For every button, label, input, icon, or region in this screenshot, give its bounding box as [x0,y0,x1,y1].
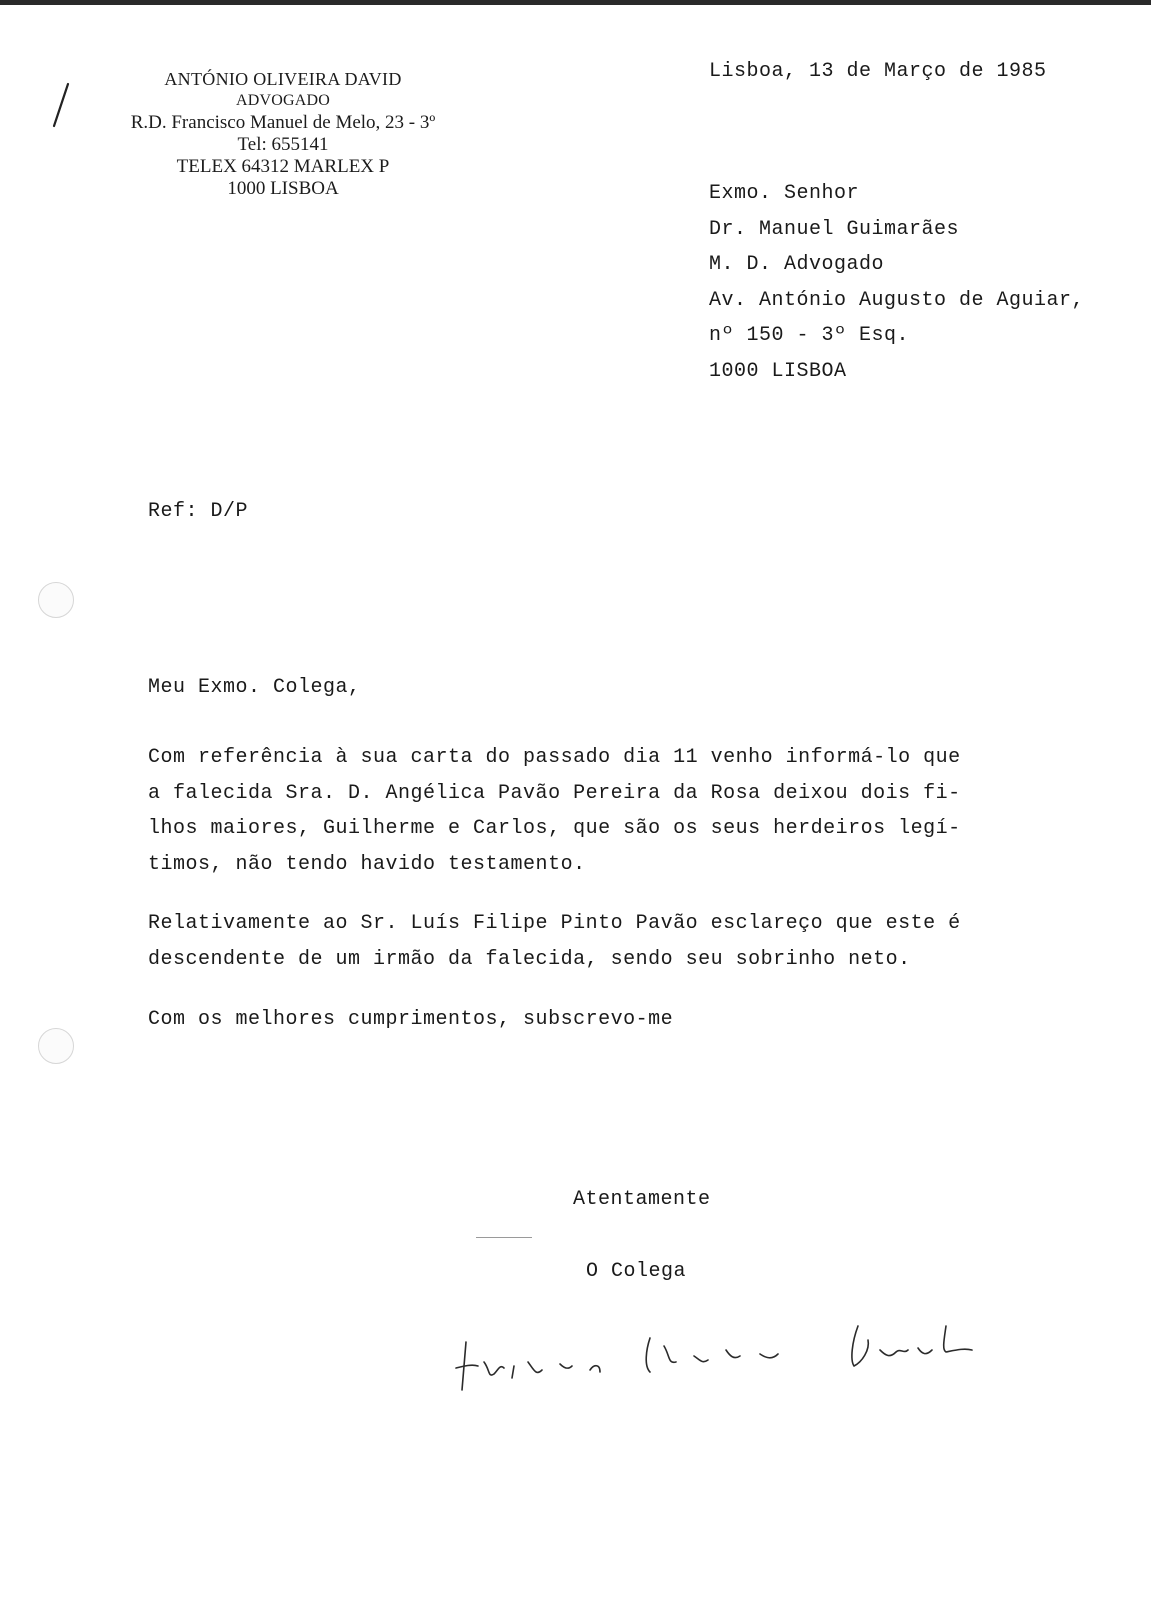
body-line: Com os melhores cumprimentos, subscrevo-me [148,1008,674,1031]
body-paragraph-3 [148,1002,1068,1038]
letterhead [48,68,518,200]
recipient-line: M. D. Advogado [709,253,885,276]
recipient-address [709,176,1084,389]
sender-address: R.D. Francisco Manuel de Melo, 23 - 3º [130,112,436,133]
recipient-line: nº 150 - 3º Esq. [709,324,910,347]
handwritten-signature [450,1320,990,1400]
body-paragraph-1 [148,740,1068,882]
recipient-line: Exmo. Senhor [709,182,860,205]
body-paragraph-2 [148,906,1068,977]
recipient-line: Dr. Manuel Guimarães [709,217,960,241]
reference-line: Ref: D/P [148,500,249,523]
body-line: Relativamente ao Sr. Luís Filipe Pinto Pavão esclareço que este é [148,912,961,935]
body-line: lhos maiores, Guilherme e Carlos, que são os seus herdeiros legí- [148,817,961,840]
recipient-line: 1000 LISBOA [709,359,847,383]
sender-city: 1000 LISBOA [227,178,339,199]
body-line: Com referência à sua carta do passado dia 11 venho informá-lo que [148,746,961,769]
recipient-line: Av. António Augusto de Aguiar, [709,288,1085,312]
sender-telex: TELEX 64312 MARLEX P [176,156,390,177]
sender-phone: Tel: 655141 [237,134,329,155]
sender-title: ADVOGADO [235,92,331,109]
closing: Atentamente [573,1188,711,1211]
punch-hole-top [38,582,74,618]
body-line: descendente de um irmão da falecida, sendo seu sobrinho neto. [148,947,911,971]
punch-hole-bottom [38,1028,74,1064]
body-line: a falecida Sra. D. Angélica Pavão Pereira da Rosa deixou dois fi- [148,781,961,805]
sign-off: O Colega [586,1260,687,1283]
salutation: Meu Exmo. Colega, [148,676,361,699]
sender-name: ANTÓNIO OLIVEIRA DAVID [164,69,402,89]
faint-rule [476,1237,532,1238]
body-line: timos, não tendo havido testamento. [148,852,586,876]
letter-date: Lisboa, 13 de Março de 1985 [709,60,1047,83]
page-top-edge [0,0,1151,5]
